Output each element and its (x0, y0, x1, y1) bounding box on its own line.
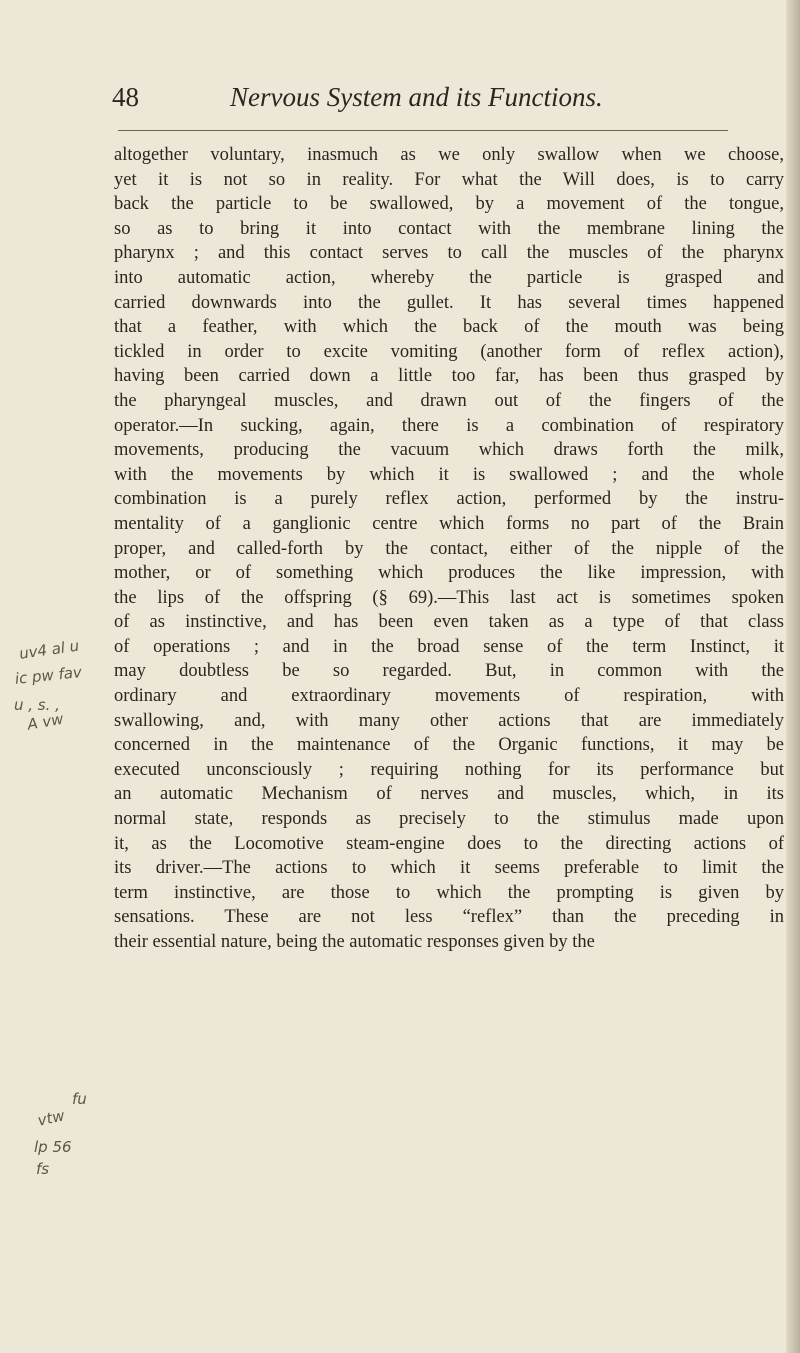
text-line: altogether voluntary, inasmuch as we only swallow when we choose, (114, 145, 784, 165)
marginal-note: fu (72, 1090, 87, 1108)
text-line: with the movements by which it is swallowed ; and the whole (114, 464, 784, 485)
running-title: Nervous System and its Functions. (230, 82, 603, 112)
text-line: the lips of the offspring (§ 69).—This last act is sometimes spoken (114, 587, 784, 608)
text-line: carried downwards into the gullet. It has several times happened (114, 292, 784, 313)
text-line: mother, or of something which produces the like impression, with (114, 563, 784, 584)
page-spine-shadow (786, 0, 800, 1353)
page-number: 48 (112, 82, 139, 112)
text-line: their essential nature, being the automatic responses given by the (114, 932, 595, 952)
text-line: of as instinctive, and has been even taken as a type of that class (114, 612, 784, 633)
text-line: operator.—In sucking, again, there is a combination of respiratory (114, 415, 784, 436)
text-line: having been carried down a little too far, has been thus grasped by (114, 366, 784, 387)
text-line: proper, and called-forth by the contact, either of the nipple of the (114, 538, 784, 559)
text-line: back the particle to be swallowed, by a movement of the tongue, (114, 194, 784, 215)
text-line: of operations ; and in the broad sense of the term Instinct, it (114, 636, 784, 657)
text-line: so as to bring it into contact with the membrane lining the (114, 218, 784, 239)
marginal-note: ic pw fav (14, 662, 83, 688)
text-line: pharynx ; and this contact serves to call the muscles of the pharynx (114, 243, 784, 264)
text-line: tickled in order to excite vomiting (another form of reflex action), (114, 341, 784, 362)
marginal-note: u , s. , (14, 696, 60, 714)
text-line: an automatic Mechanism of nerves and muscles, which, in its (114, 784, 784, 805)
marginal-note: A vw (26, 709, 65, 734)
text-line: executed unconsciously ; requiring nothing for its performance but (114, 759, 784, 780)
body-paragraph (114, 143, 784, 955)
text-line: movements, producing the vacuum which draws forth the milk, (114, 440, 784, 461)
text-line: into automatic action, whereby the particle is grasped and (114, 267, 784, 288)
text-line: concerned in the maintenance of the Organic functions, it may be (114, 735, 784, 756)
marginal-note: lp 56 (34, 1138, 72, 1156)
text-line: that a feather, with which the back of the mouth was being (114, 317, 784, 338)
text-line: sensations. These are not less “reflex” than the preceding in (114, 907, 784, 928)
header-rule (118, 130, 728, 131)
text-line: combination is a purely reflex action, performed by the instru- (114, 489, 784, 510)
running-header (112, 82, 722, 122)
text-line: swallowing, and, with many other actions that are immediately (114, 710, 784, 731)
text-line: the pharyngeal muscles, and drawn out of the fingers of the (114, 390, 784, 411)
text-line: mentality of a ganglionic centre which forms no part of the Brain (114, 513, 784, 534)
marginal-note: uv4 al u (18, 636, 81, 663)
text-line: term instinctive, are those to which the prompting is given by (114, 882, 784, 903)
text-line: it, as the Locomotive steam-engine does to the directing actions of (114, 833, 784, 854)
marginal-note: fs (36, 1160, 50, 1178)
text-line: may doubtless be so regarded. But, in common with the (114, 661, 784, 682)
text-line: its driver.—The actions to which it seems preferable to limit the (114, 858, 784, 879)
text-line: ordinary and extraordinary movements of respiration, with (114, 686, 784, 707)
marginal-note: vtw (36, 1106, 67, 1130)
text-line: yet it is not so in reality. For what the Will does, is to carry (114, 169, 784, 190)
text-line: normal state, responds as precisely to the stimulus made upon (114, 809, 784, 830)
